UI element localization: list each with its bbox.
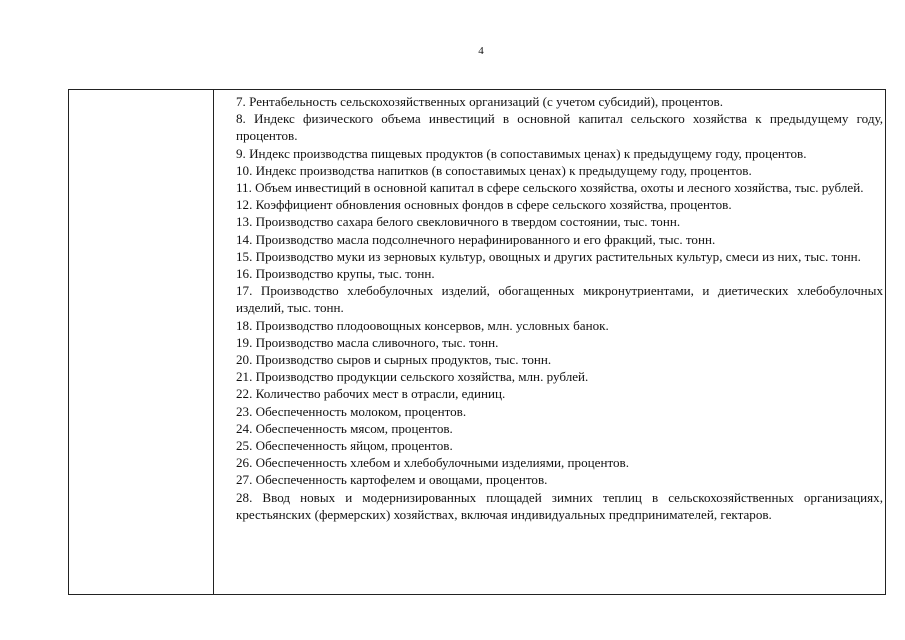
indicator-item-28: 28. Ввод новых и модернизированных площадей зимних теплиц в сельскохозяйственных организациях, крестьянских (фермерских) хозяйствах, включая индивидуальных предпринимателей, гектаров. — [236, 489, 883, 522]
indicator-item-16: 16. Производство крупы, тыс. тонн. — [236, 266, 435, 282]
page-number: 4 — [478, 45, 484, 57]
indicator-item-20: 20. Производство сыров и сырных продуктов, тыс. тонн. — [236, 352, 552, 368]
indicator-item-15: 15. Производство муки из зерновых культур, овощных и других растительных культур, смеси из них, тыс. тонн. — [236, 248, 861, 264]
indicators-list — [236, 93, 883, 523]
indicator-item-13: 13. Производство сахара белого свекловичного в твердом состоянии, тыс. тонн. — [236, 214, 681, 230]
indicator-item-26: 26. Обеспеченность хлебом и хлебобулочными изделиями, процентов. — [236, 455, 630, 471]
indicator-item-22: 22. Количество рабочих мест в отрасли, единиц. — [236, 386, 506, 402]
indicator-item-21: 21. Производство продукции сельского хозяйства, млн. рублей. — [236, 369, 589, 385]
indicator-item-14: 14. Производство масла подсолнечного нерафинированного и его фракций, тыс. тонн. — [236, 231, 716, 247]
indicator-table — [68, 89, 886, 595]
indicator-item-17: 17. Производство хлебобулочных изделий, обогащенных микронутриентами, и диетических хлебобулочных изделий, тыс. тонн. — [236, 283, 883, 316]
indicator-item-10: 10. Индекс производства напитков (в сопоставимых ценах) к предыдущему году, процентов. — [236, 162, 752, 178]
indicator-item-12: 12. Коэффициент обновления основных фондов в сфере сельского хозяйства, процентов. — [236, 197, 732, 213]
indicator-item-8: 8. Индекс физического объема инвестиций в основной капитал сельского хозяйства к предыдущему году, процентов. — [236, 111, 883, 144]
indicator-item-19: 19. Производство масла сливочного, тыс. тонн. — [236, 334, 499, 350]
indicator-item-24: 24. Обеспеченность мясом, процентов. — [236, 420, 453, 436]
indicator-item-7: 7. Рентабельность сельскохозяйственных организаций (с учетом субсидий), процентов. — [236, 94, 723, 109]
indicator-item-27: 27. Обеспеченность картофелем и овощами, процентов. — [236, 472, 548, 488]
indicator-item-18: 18. Производство плодоовощных консервов, млн. условных банок. — [236, 317, 609, 333]
indicator-item-9: 9. Индекс производства пищевых продуктов (в сопоставимых ценах) к предыдущему году, процентов. — [236, 145, 807, 161]
table-left-column — [69, 90, 214, 594]
indicator-item-25: 25. Обеспеченность яйцом, процентов. — [236, 438, 453, 454]
indicator-item-23: 23. Обеспеченность молоком, процентов. — [236, 403, 467, 419]
indicator-item-11: 11. Объем инвестиций в основной капитал в сфере сельского хозяйства, охоты и лесного хозяйства, тыс. рублей. — [236, 180, 864, 196]
